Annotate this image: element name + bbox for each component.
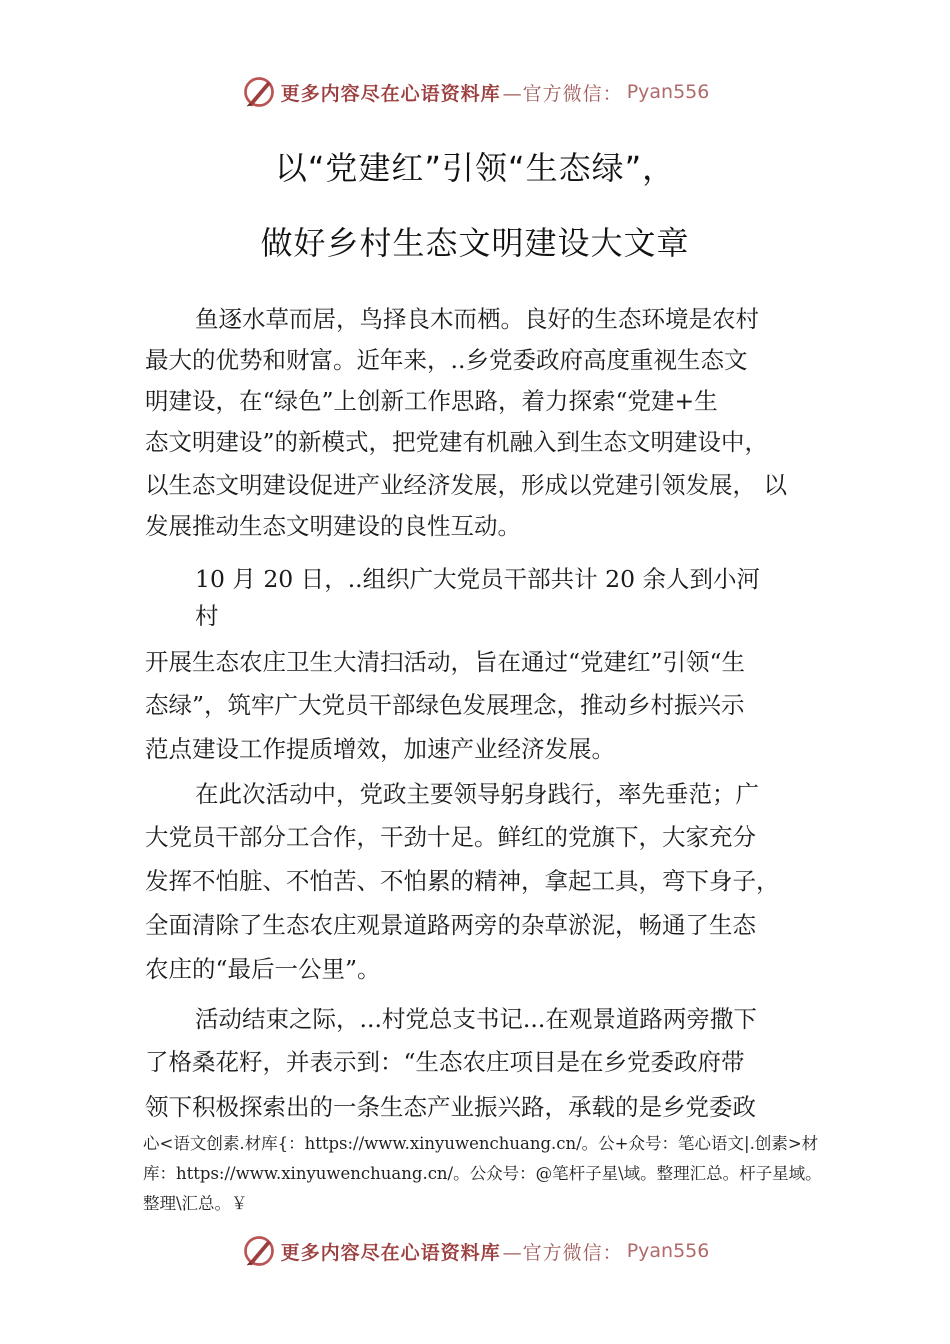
pen-logo-icon [241, 74, 277, 110]
body-line: 农庄的“最后一公里”。 [145, 955, 381, 983]
footer-source-note: 心<语文创素.材库{：https://www.xinyuwenchuang.cn/。公+众号：笔心语文|.创素>材库：https://www.xinyuwenchuang.cn/。公众号：@笔杆子星\域。整理汇总。杆子星域。整理\汇总。￥ [143, 1134, 822, 1213]
body-line: 以生态文明建设促进产业经济发展，形成以党建引领发展， 以 [145, 471, 787, 499]
body-line: 领下积极探索出的一条生态产业振兴路，承载的是乡党委政 [145, 1093, 756, 1121]
banner-wechat-id: Pyan556 [626, 1240, 710, 1262]
body-line: 范点建设工作提质增效，加速产业经济发展。 [145, 735, 615, 763]
body-line: 大党员干部分工合作，干劲十足。鲜红的党旗下，大家充分 [145, 823, 756, 851]
banner-separator: —官方微信： [502, 82, 623, 105]
body-line: 开展生态农庄卫生大清扫活动，旨在通过“党建红”引领“生 [145, 648, 746, 676]
body-line: 态文明建设”的新模式，把党建有机融入到生态文明建设中， [145, 428, 769, 456]
body-line: 在此次活动中，党政主要领导躬身践行，率先垂范；广 [195, 780, 759, 808]
body-line: 态绿”，筑牢广大党员干部绿色发展理念，推动乡村振兴示 [145, 691, 745, 719]
body-line: 村 [195, 602, 219, 630]
body-line: 10 月 20 日，..组织广大党员干部共计 20 余人到小河 [195, 565, 760, 593]
body-line: 活动结束之际，...村党总支书记...在观景道路两旁撒下 [195, 1005, 757, 1033]
document-title-line-1: 以“党建红”引领“生态绿”， [274, 149, 676, 187]
body-line: 最大的优势和财富。近年来，..乡党委政府高度重视生态文 [145, 346, 748, 374]
banner-separator: —官方微信： [502, 1241, 623, 1264]
body-line: 了格桑花籽，并表示到：“生态农庄项目是在乡党委政府带 [145, 1048, 745, 1076]
body-line: 全面清除了生态农庄观景道路两旁的杂草淤泥，畅通了生态 [145, 911, 756, 939]
footer-banner [0, 1231, 950, 1271]
header-banner [0, 72, 950, 112]
banner-brand: 更多内容尽在心语资料库 [280, 1241, 501, 1264]
body-line: 鱼逐水草而居，鸟择良木而栖。良好的生态环境是农村 [195, 305, 759, 333]
body-line: 发挥不怕脏、不怕苦、不怕累的精神，拿起工具，弯下身子， [145, 867, 780, 895]
body-line: 发展推动生态文明建设的良性互动。 [145, 512, 521, 540]
pen-logo-icon [241, 1233, 277, 1269]
banner-brand: 更多内容尽在心语资料库 [280, 82, 501, 105]
body-line: 明建设，在“绿色”上创新工作思路，着力探索“党建+生 [145, 387, 718, 415]
banner-wechat-id: Pyan556 [626, 81, 710, 103]
document-title-line-2: 做好乡村生态文明建设大文章 [260, 224, 690, 262]
